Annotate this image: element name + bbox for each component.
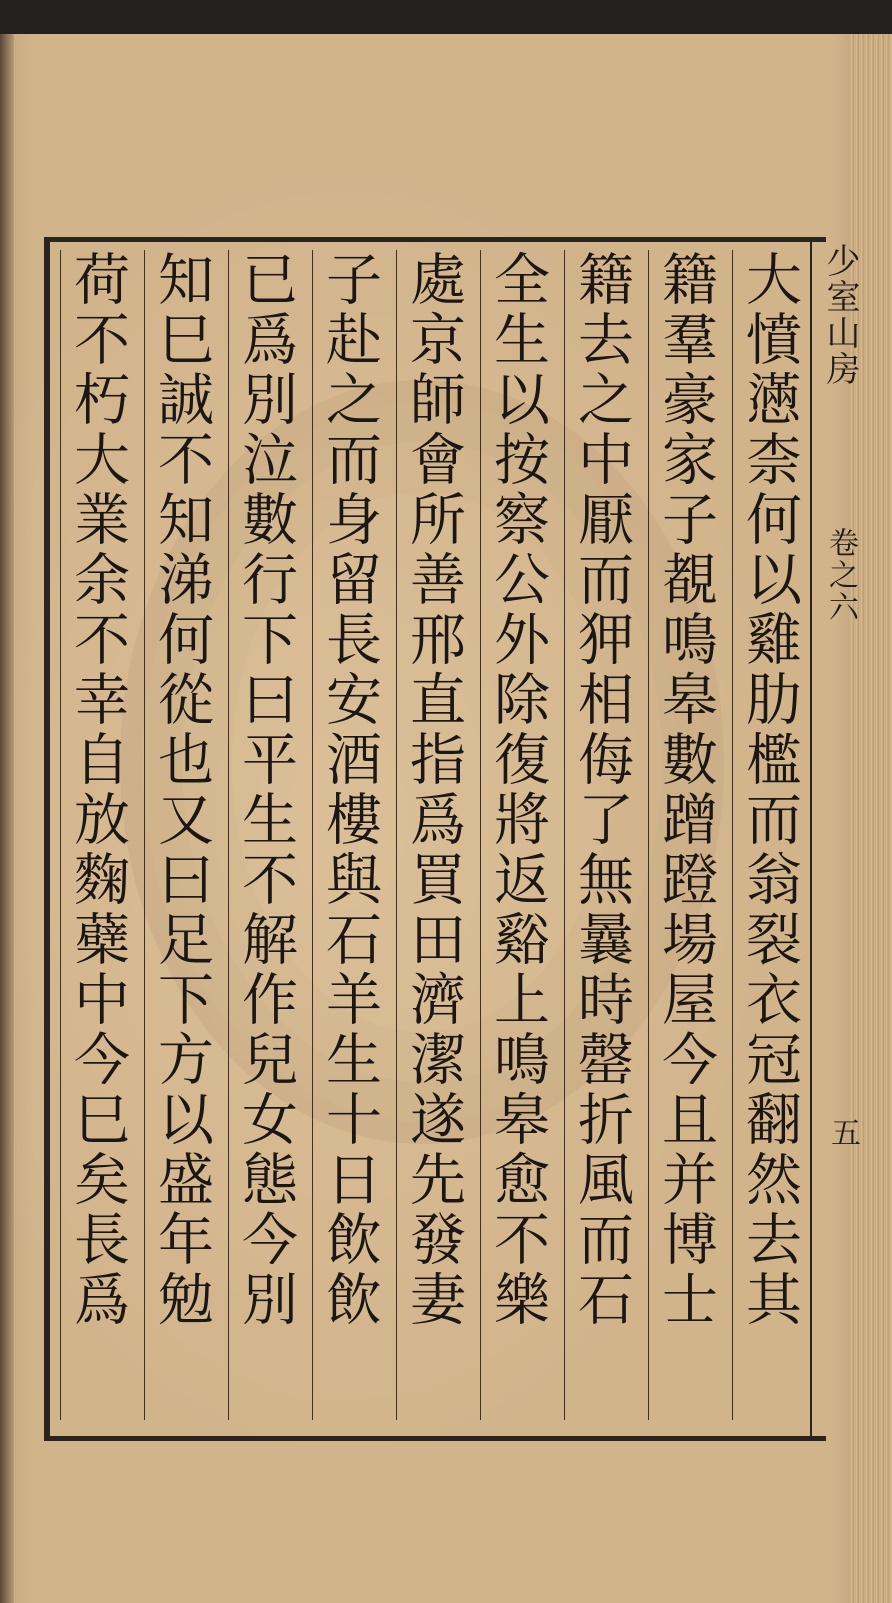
scan-top-band <box>0 0 892 34</box>
text-column-5: 處京師會所善邢直指爲買田濟潔遂先發妻 <box>396 250 470 1420</box>
text-column-9: 荷不朽大業余不幸自放麴蘗中今巳矣長爲 <box>60 250 134 1420</box>
text-column-4: 全生以按察公外除復將返谿上鳴皋愈不樂 <box>480 250 554 1420</box>
page-number: 五 <box>825 1117 860 1147</box>
text-column-6: 子赴之而身留長安酒樓與石羊生十日飲飲 <box>312 250 386 1420</box>
text-column-8: 知巳誠不知涕何從也又曰足下方以盛年勉 <box>144 250 218 1420</box>
book-title: 少室山房 <box>820 243 860 387</box>
binding-shadow <box>0 34 14 1603</box>
volume-label: 卷之六 <box>823 527 858 623</box>
text-column-7: 已爲別泣數行下曰平生不解作兒女態今別 <box>228 250 302 1420</box>
text-column-1: 大憤懣柰何以雞肋檻而翁裂衣冠翻然去其 <box>732 250 806 1420</box>
center-fold-strip <box>810 237 860 1436</box>
text-column-3: 籍去之中厭而狎相侮了無曩時罄折風而石 <box>564 250 638 1420</box>
text-column-2: 籍羣豪家子覩鳴皋數蹭蹬場屋今且并博士 <box>648 250 722 1420</box>
